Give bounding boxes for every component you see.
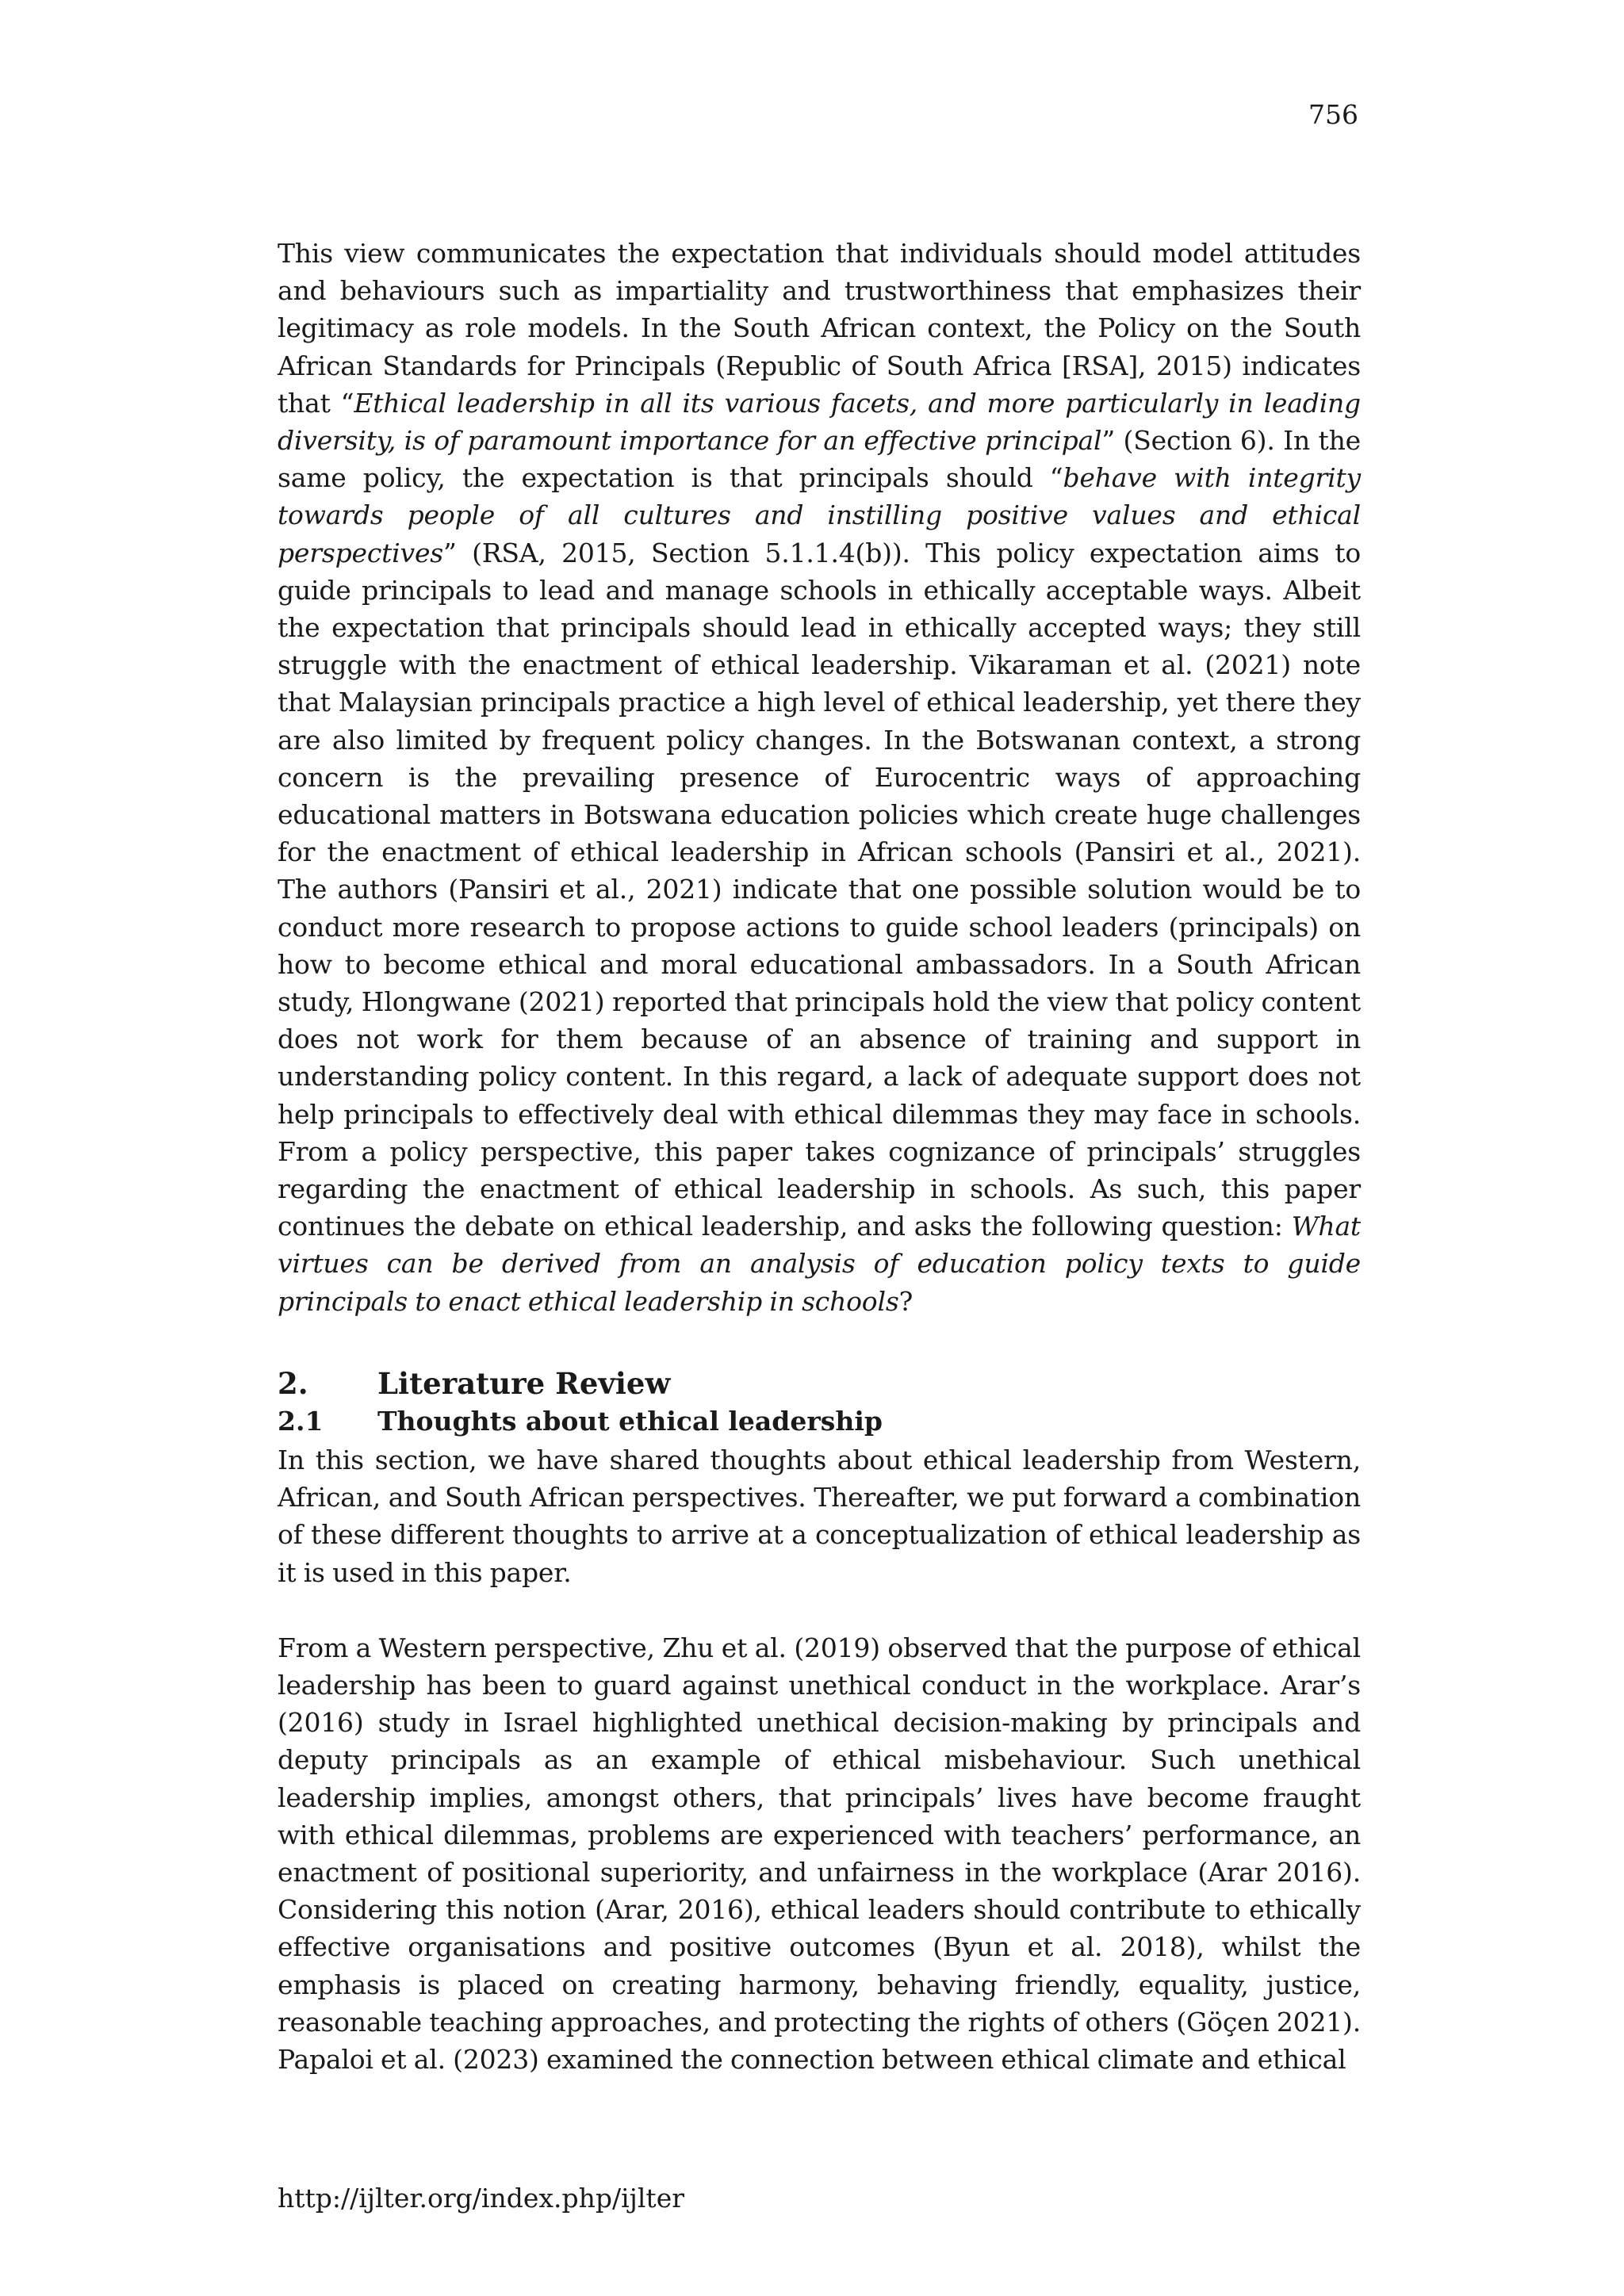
paragraph-text: ” (Section 6). In the same policy, the expectation is that principals should “ (278, 425, 1361, 494)
paragraph-intro (278, 235, 1361, 1320)
policy-quote: Ethical leadership in all its various facets, and more particularly in leading diversity, is of paramount importance for an effective principal (278, 387, 1361, 457)
section-number: 2. (278, 1365, 308, 1401)
policy-quote: behave with integrity towards people of all cultures and instilling positive values and ethical perspectives (278, 462, 1361, 568)
subsection-heading (278, 1404, 1361, 1438)
research-question: What virtues can be derived from an analysis of education policy texts to guide principals to enact ethical leadership in schools (278, 1211, 1361, 1317)
subsection-number: 2.1 (278, 1405, 324, 1437)
paragraph-text: This view communicates the expectation that individuals should model attitudes and behaviours such as impartiality and trustworthiness that emphasizes their legitimacy as role models. In the South African context, the Policy on the South African Standards for Principals (Republic of South Africa [RSA], 2015) indicates that “ (278, 238, 1361, 419)
section-title: Literature Review (377, 1365, 671, 1401)
paragraph-overview: In this section, we have shared thoughts about ethical leadership from Western, African, and South African perspectives. Thereafter, we put forward a combination of these different thoughts to arrive at a conceptualization of ethical leadership as it is used in this paper. (278, 1444, 1361, 1588)
subsection-title: Thoughts about ethical leadership (377, 1405, 883, 1437)
section-heading (278, 1366, 1361, 1401)
page-number: 756 (1308, 99, 1358, 130)
article-body (278, 235, 1361, 2078)
paragraph-text: ” (RSA, 2015, Section 5.1.1.4(b)). This policy expectation aims to guide principals to lead and manage schools in ethically acceptable ways. Albeit the expectation that principals should lead in ethically accepted ways; they still struggle with the enactment of ethical leadership. Vikaraman et al. (2021) note that Malaysian principals practice a high level of ethical leadership, yet there they are also limited by frequent policy changes. In the Botswanan context, a strong concern is the prevailing presence of Eurocentric ways of approaching educational matters in Botswana education policies which create huge challenges for the enactment of ethical leadership in African schools (Pansiri et al., 2021). The authors (Pansiri et al., 2021) indicate that one possible solution would be to conduct more research to propose actions to guide school leaders (principals) on how to become ethical and moral educational ambassadors. In a South African study, Hlongwane (2021) reported that principals hold the view that policy content does not work for them because of an absence of training and support in understanding policy content. In this regard, a lack of adequate support does not help principals to effectively deal with ethical dilemmas they may face in schools. From a policy perspective, this paper takes cognizance of principals’ struggles regarding the enactment of ethical leadership in schools. As such, this paper continues the debate on ethical leadership, and asks the following question: (278, 537, 1361, 1242)
paragraph-text: ? (898, 1285, 914, 1317)
paragraph-western-perspective: From a Western perspective, Zhu et al. (2019) observed that the purpose of ethical leadership has been to guard against unethical conduct in the workplace. Arar’s (2016) study in Israel highlighted unethical decision-making by principals and deputy principals as an example of ethical misbehaviour. Such unethical leadership implies, amongst others, that principals’ lives have become fraught with ethical dilemmas, problems are experienced with teachers’ performance, an enactment of positional superiority, and unfairness in the workplace (Arar 2016). Considering this notion (Arar, 2016), ethical leaders should contribute to ethically effective organisations and positive outcomes (Byun et al. 2018), whilst the emphasis is placed on creating harmony, behaving friendly, equality, justice, reasonable teaching approaches, and protecting the rights of others (Göçen 2021). Papaloi et al. (2023) examined the connection between ethical climate and ethical (278, 1632, 1361, 2075)
footer-url: http://ijlter.org/index.php/ijlter (278, 2183, 684, 2214)
